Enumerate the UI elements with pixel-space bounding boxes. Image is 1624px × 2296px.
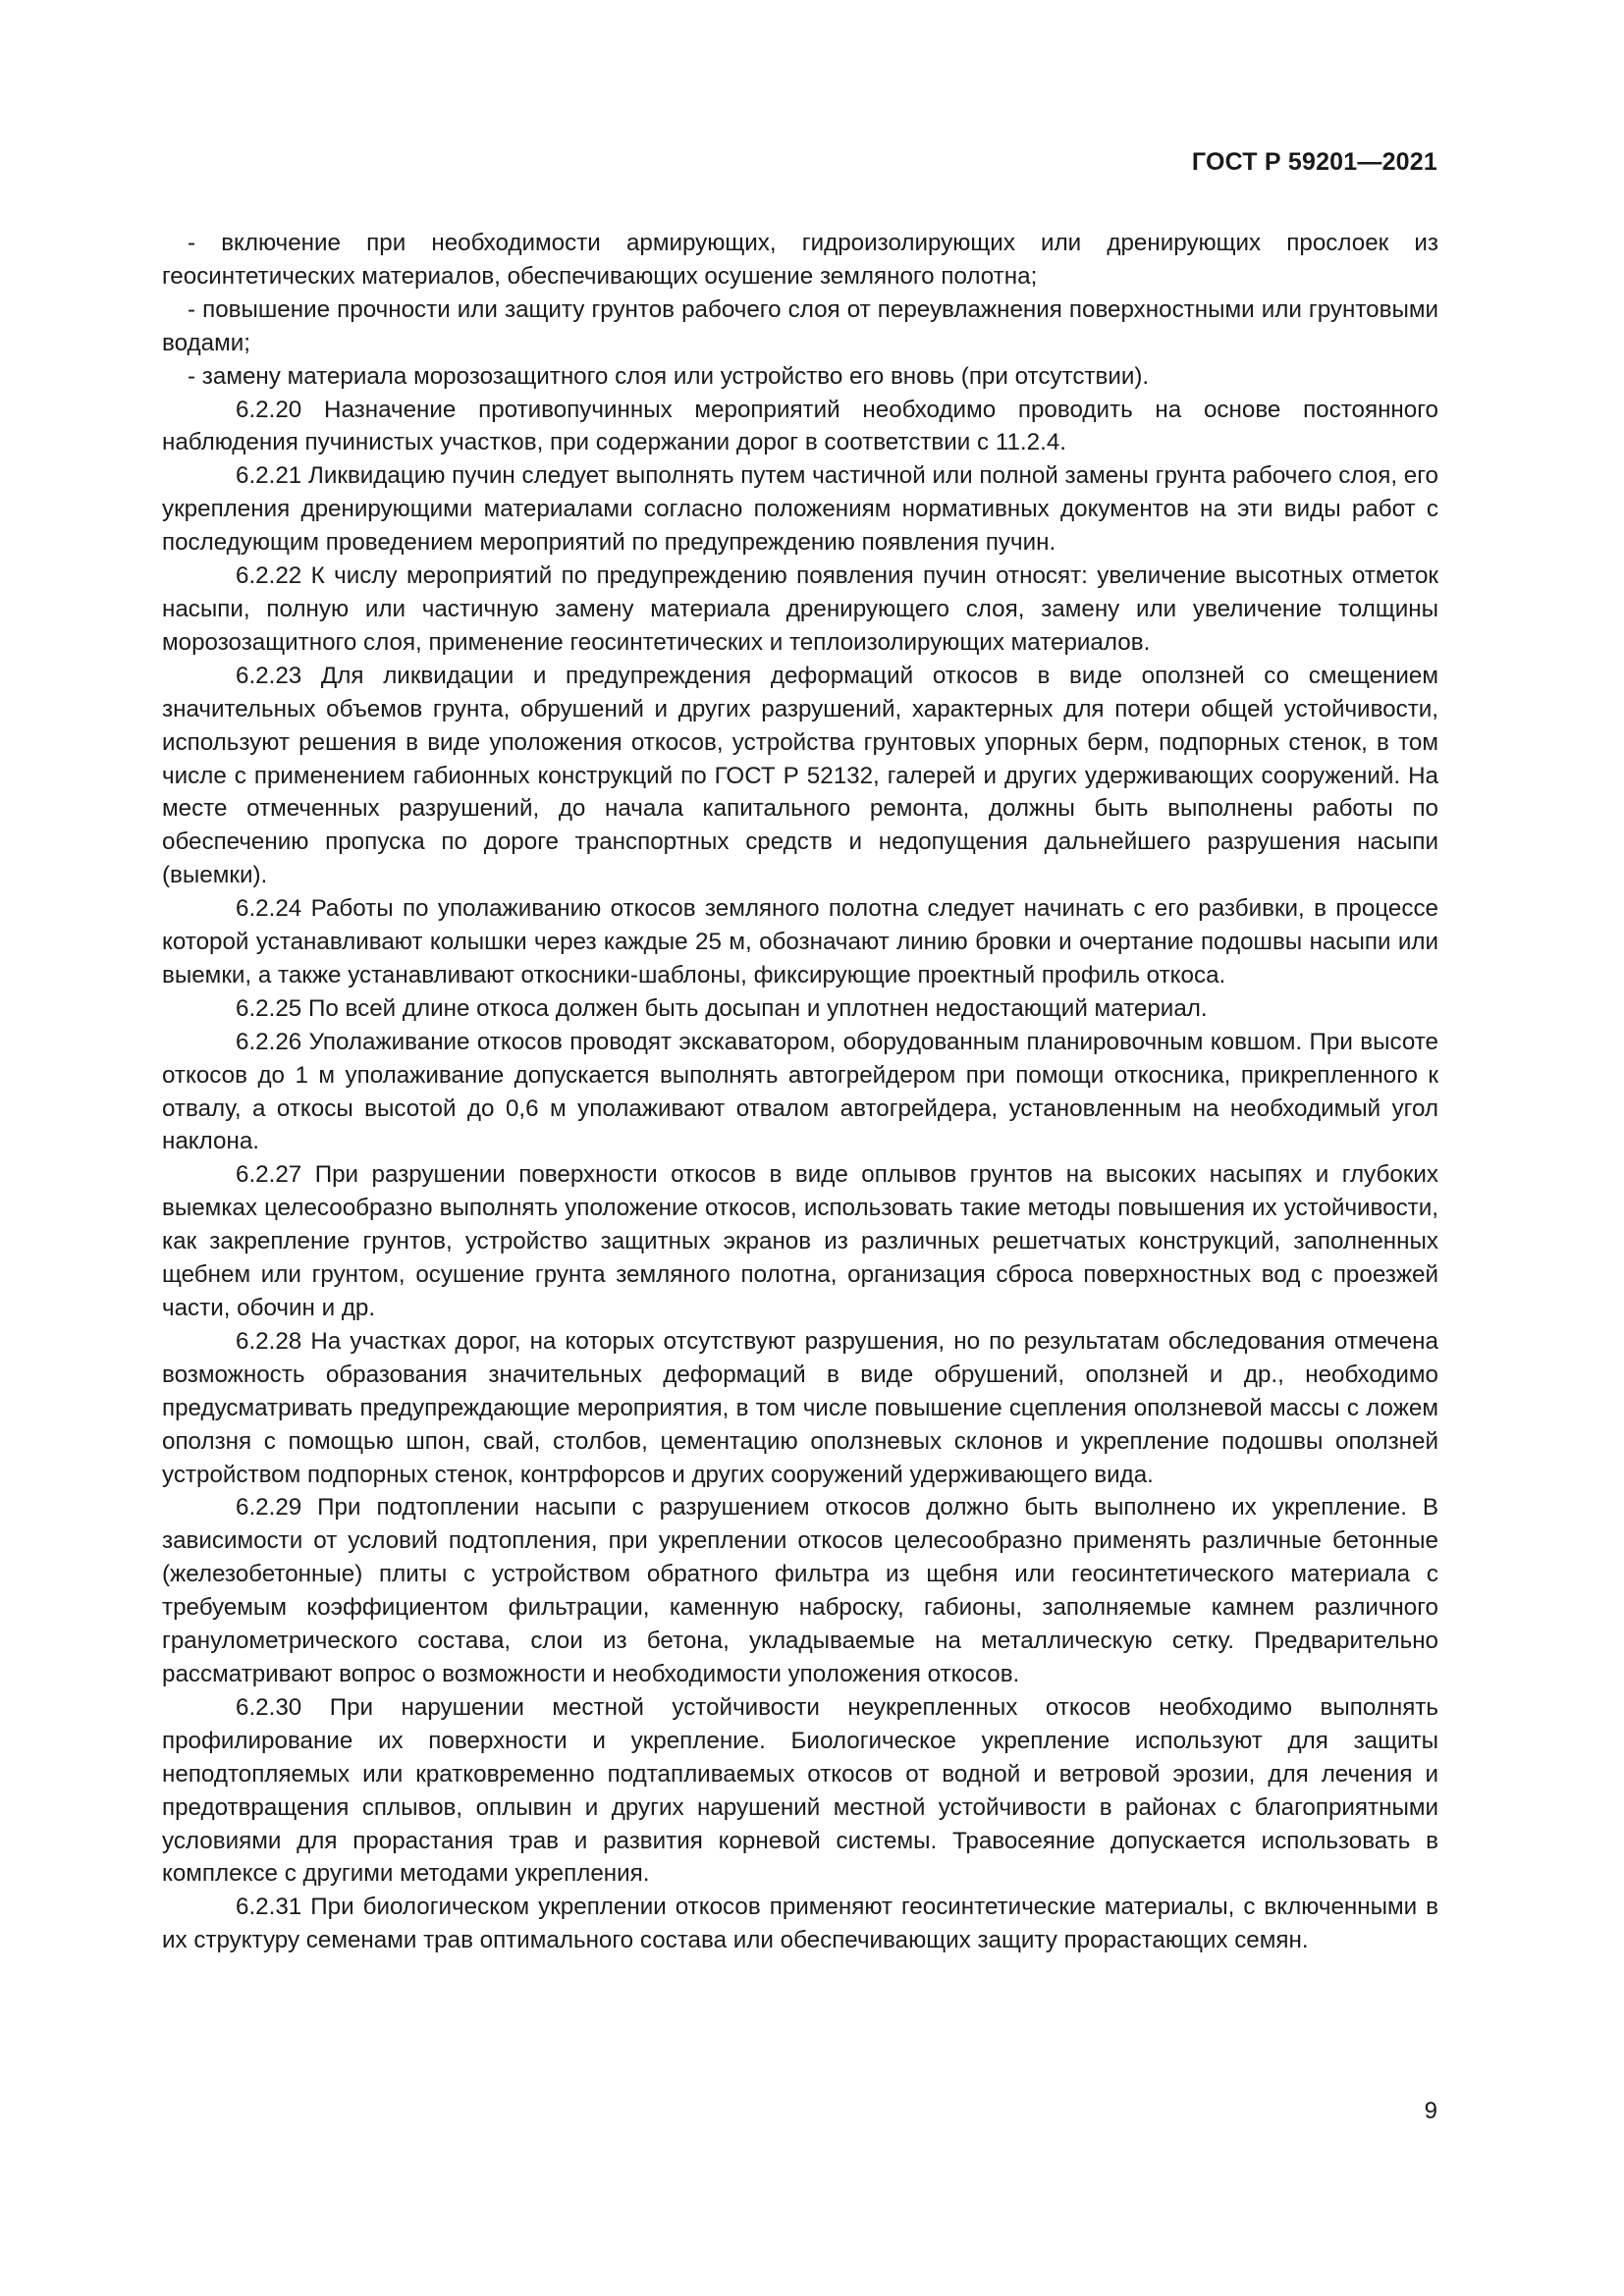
clause-6-2-24: 6.2.24 Работы по уполаживанию откосов земляного полотна следует начинать с его разбивки, в процессе которой устанавливают колышки через каждые 25 м, обозначают линию бровки и очертание подошвы насыпи или выемки, а также устанавливают откосники-шаблоны, фиксирующие проектный профиль откоса. [162, 895, 1438, 988]
clause-6-2-23: 6.2.23 Для ликвидации и предупреждения деформаций откосов в виде оползней со смещением значительных объемов грунта, обрушений и других разрушений, характерных для потери общей устойчивости, используют решения в виде уположения откосов, устройства грунтовых упорных берм, подпорных стенок, в том числе с применением габионных конструкций по ГОСТ Р 52132, галерей и других удерживающих сооружений. На месте отмеченных разрушений, до начала капитального ремонта, должны быть выполнены работы по обеспечению пропуска по дороге транспортных средств и недопущения дальнейшего разрушения насыпи (выемки). [162, 662, 1438, 889]
clause-6-2-25: 6.2.25 По всей длине откоса должен быть досыпан и уплотнен недостающий материал. [236, 994, 1208, 1022]
list-item-dash: - замену материала морозозащитного слоя или устройство его вновь (при отсутствии). [188, 362, 1150, 390]
document-body [162, 227, 1438, 1957]
clause-6-2-21: 6.2.21 Ликвидацию пучин следует выполнять путем частичной или полной замены грунта рабочего слоя, его укрепления дренирующими материалами согласно положениям нормативных документов на эти виды работ с последующим проведением мероприятий по предупреждению появления пучин. [162, 462, 1438, 557]
page-number: 9 [1424, 2098, 1437, 2124]
clause-6-2-27: 6.2.27 При разрушении поверхности откосов в виде оплывов грунтов на высоких насыпях и глубоких выемках целесообразно выполнять уположение откосов, использовать такие методы повышения их устойчивости, как закрепление грунтов, устройство защитных экранов из различных решетчатых конструкций, заполненных щебнем или грунтом, осушение грунта земляного полотна, организация сброса поверхностных вод с проезжей части, обочин и др. [162, 1161, 1438, 1321]
clause-6-2-31: 6.2.31 При биологическом укреплении откосов применяют геосинтетические материалы, с включенными в их структуру семенами трав оптимального состава или обеспечивающих защиту прорастающих семян. [162, 1894, 1438, 1954]
clause-6-2-29: 6.2.29 При подтоплении насыпи с разрушением откосов должно быть выполнено их укрепление. В зависимости от условий подтопления, при укреплении откосов целесообразно применять различные бетонные (железобетонные) плиты с устройством обратного фильтра из щебня или геосинтетического материала с требуемым коэффициентом фильтрации, каменную наброску, габионы, заполняемые камнем различного гранулометрического состава, слои из бетона, укладываемые на металлическую сетку. Предварительно рассматривают вопрос о возможности и необходимости уположения откосов. [162, 1494, 1438, 1687]
clause-6-2-30: 6.2.30 При нарушении местной устойчивости неукрепленных откосов необходимо выполнять профилирование их поверхности и укрепление. Биологическое укрепление используют для защиты неподтопляемых или кратковременно подтапливаемых откосов от водной и ветровой эрозии, для лечения и предотвращения сплывов, оплывин и других нарушений местной устойчивости в районах с благоприятными условиями для прорастания трав и развития корневой системы. Травосеяние допускается использовать в комплексе с другими методами укрепления. [162, 1693, 1438, 1888]
clause-6-2-22: 6.2.22 К числу мероприятий по предупреждению появления пучин относят: увеличение высотных отметок насыпи, полную или частичную замену материала дренирующего слоя, замену или увеличение толщины морозозащитного слоя, применение геосинтетических и теплоизолирующих материалов. [162, 562, 1438, 656]
clause-6-2-20: 6.2.20 Назначение противопучинных мероприятий необходимо проводить на основе постоянного наблюдения пучинистых участков, при содержании дорог в соответствии с 11.2.4. [162, 396, 1438, 456]
clause-6-2-26: 6.2.26 Уполаживание откосов проводят экскаватором, оборудованным планировочным ковшом. При высоте откосов до 1 м уполаживание допускается выполнять автогрейдером при помощи откосника, прикрепленного к отвалу, а откосы высотой до 0,6 м уполаживают отвалом автогрейдера, установленным на необходимый угол наклона. [162, 1028, 1438, 1155]
document-header: ГОСТ Р 59201—2021 [1191, 148, 1437, 176]
list-item-dash: - включение при необходимости армирующих, гидроизолирующих или дренирующих прослоек из геосинтетических материалов, обеспечивающих осушение земляного полотна; [162, 230, 1438, 290]
clause-6-2-28: 6.2.28 На участках дорог, на которых отсутствуют разрушения, но по результатам обследования отмечена возможность образования значительных деформаций в виде обрушений, оползней и др., необходимо предусматривать предупреждающие мероприятия, в том числе повышение сцепления оползневой массы с ложем оползня с помощью шпон, свай, столбов, цементацию оползневых склонов и укрепление подошвы оползней устройством подпорных стенок, контрфорсов и других сооружений удерживающего вида. [162, 1327, 1438, 1488]
list-item-dash: - повышение прочности или защиту грунтов рабочего слоя от переувлажнения поверхностными или грунтовыми водами; [162, 295, 1438, 356]
